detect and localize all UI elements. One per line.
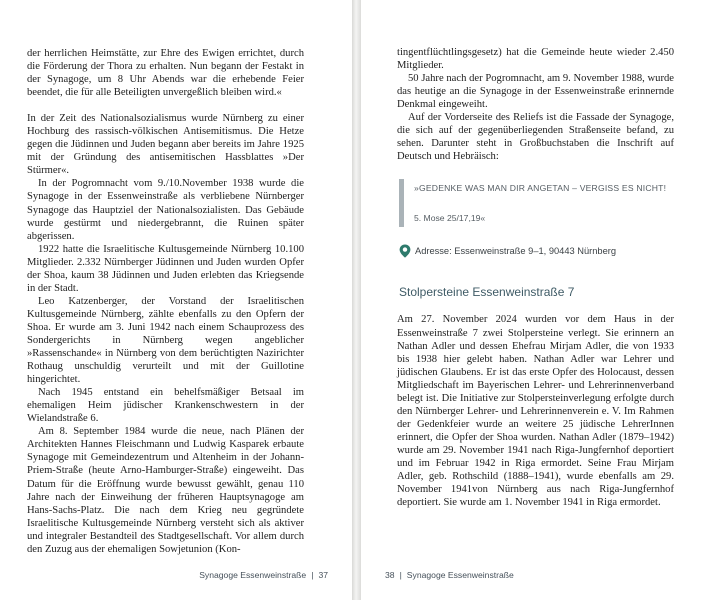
paragraph: der herrlichen Heimstätte, zur Ehre des Ewigen errichtet, durch die Förderung der Thora zu erhalten. Nun begann der Festakt in der Synagoge, um 8 Uhr Abends war die erhebende Feier beendet, die für alle Beteiligten unvergeßlich bleiben wird.«: [27, 48, 304, 99]
left-text-column: [27, 47, 304, 556]
paragraph: In der Pogromnacht vom 9./10.November 1938 wurde die Synagoge in der Essenweinstraße als verbliebene Nürnberger Synagoge das Hauptziel der Nationalsozialisten. Das Gebäude wurde gestürmt und niedergebrannt, die Ruinen später abgerissen.: [27, 178, 304, 242]
left-page: [0, 0, 352, 600]
paragraph: In der Zeit des Nationalsozialismus wurde Nürnberg zu einer Hochburg des rassisch-völkischen Antisemitismus. Die Hetze gegen die Jüdinnen und Juden begann aber bereits im Jahre 1925 mit der Gründung des antisemitischen Hassblattes »Der Stürmer«.: [27, 113, 304, 177]
quote-source: 5. Mose 25/17,19«: [414, 213, 486, 224]
paragraph: Leo Katzenberger, der Vorstand der Israelitischen Kultusgemeinde Nürnberg, zählte ebenfalls zu den Opfern der Shoa. Er wurde am 3. Juni 1942 nach einem Schauprozess des Sondergerichts in Nürnberg wegen angeblicher »Rassenschande« in Nürnberg von dem berüchtigten Nazirichter Rothaug unschuldig verurteilt und mit der Guillotine hingerichtet.: [27, 295, 304, 386]
paragraph: tingentflüchtlingsgesetz) hat die Gemeinde heute wieder 2.450 Mitglieder.: [397, 47, 674, 72]
inscription-quote: [399, 179, 674, 227]
left-page-footer: [199, 570, 328, 580]
footer-separator: |: [399, 570, 402, 580]
paragraph: 1922 hatte die Israelitische Kultusgemeinde Nürnberg 10.100 Mitglieder. 2.332 Nürnberger Jüdinnen und Juden wurden Opfer der Shoa, kaum 38 Jüdinnen und Juden erlebten das Kriegsende in der Stadt.: [27, 243, 304, 294]
section-heading: Stolpersteine Essenweinstraße 7: [399, 285, 575, 300]
running-title: Synagoge Essenweinstraße: [199, 570, 307, 580]
paragraph: Am 8. September 1984 wurde die neue, nach Plänen der Architekten Hannes Fleischmann und Ludwig Kasparek erbaute Synagoge mit Gemeindezentrum und Altenheim in der Johann-Priem-Straße (heute Arno-Hamburger-Straße) eingeweiht. Das Datum für die Eröffnung wurde bewusst gewählt, genau 110 Jahre nach der Einweihung der früheren Hauptsynagoge am Hans-Sachs-Platz. Die nach dem Krieg neu gegründete Israelitische Kultusgemeinde Nürnberg versteht sich als aktiver und integraler Bestandteil des Stadtgesellschaft. Vor allem durch den Zuzug aus der ehemaligen Sowjetunion (Kon-: [27, 426, 304, 555]
right-page-footer: [385, 570, 514, 580]
location-pin-icon: [399, 244, 411, 258]
page-number: 37: [318, 570, 328, 580]
paragraph: Am 27. November 2024 wurden vor dem Haus in der Essenweinstraße 7 zwei Stolpersteine verlegt. Sie erinnern an Nathan Adler und dessen Ehefrau Mirjam Adler, die von 1933 bis 1938 hier gelebt haben. Nathan Adler war Lehrer und jüdischen Glaubens. Er ist das erste Opfer des Holocaust, dessen Mitgliedschaft im Bayerischen Lehrer- und Lehrerinnenverband belegt ist. Die Initiative zur Stolpersteinverlegung erfolgte durch den Nürnberger Lehrer- und Lehrerinnenverein e. V. Im Rahmen der Gedenkfeier wurde an weitere 25 jüdische LehrerInnen erinnert, die Opfer der Shoa wurden. Nathan Adler (1879–1942) wurde am 29. November 1941 nach Riga-Jungfernhof deportiert und im Februar 1942 in Riga ermordet. Seine Frau Mirjam Adler, geb. Rothschild (1888–1941), wurde ebenfalls am 29. November 1941von Nürnberg aus nach Riga-Jungfernhof deportiert. Sie wurde am 1. November 1941 in Riga ermordet.: [397, 314, 674, 509]
right-text-column: [397, 46, 674, 509]
page-number: 38: [385, 570, 395, 580]
paragraph: Nach 1945 entstand ein behelfsmäßiger Betsaal im ehemaligen Heim jüdischer Krankenschwestern in der Wielandstraße 6.: [27, 387, 304, 425]
quote-text: »GEDENKE WAS MAN DIR ANGETAN – VERGISS ES NICHT!: [414, 183, 667, 194]
right-page: [361, 0, 713, 600]
running-title: Synagoge Essenweinstraße: [406, 570, 514, 580]
paragraph: Auf der Vorderseite des Reliefs ist die Fassade der Synagoge, die sich auf der gegenüberliegenden Straßenseite befand, zu sehen. Darunter steht in Großbuchstaben die Inschrift auf Deutsch und Hebräisch:: [397, 112, 674, 163]
footer-separator: |: [311, 570, 314, 580]
address-line: [399, 244, 674, 258]
paragraph: 50 Jahre nach der Pogromnacht, am 9. November 1988, wurde das heutige an die Synagoge in der Essenweinstraße erinnernde Denkmal eingeweiht.: [397, 73, 674, 111]
address-text: Adresse: Essenweinstraße 9–1, 90443 Nürnberg: [415, 245, 617, 256]
book-gutter: [352, 0, 361, 600]
